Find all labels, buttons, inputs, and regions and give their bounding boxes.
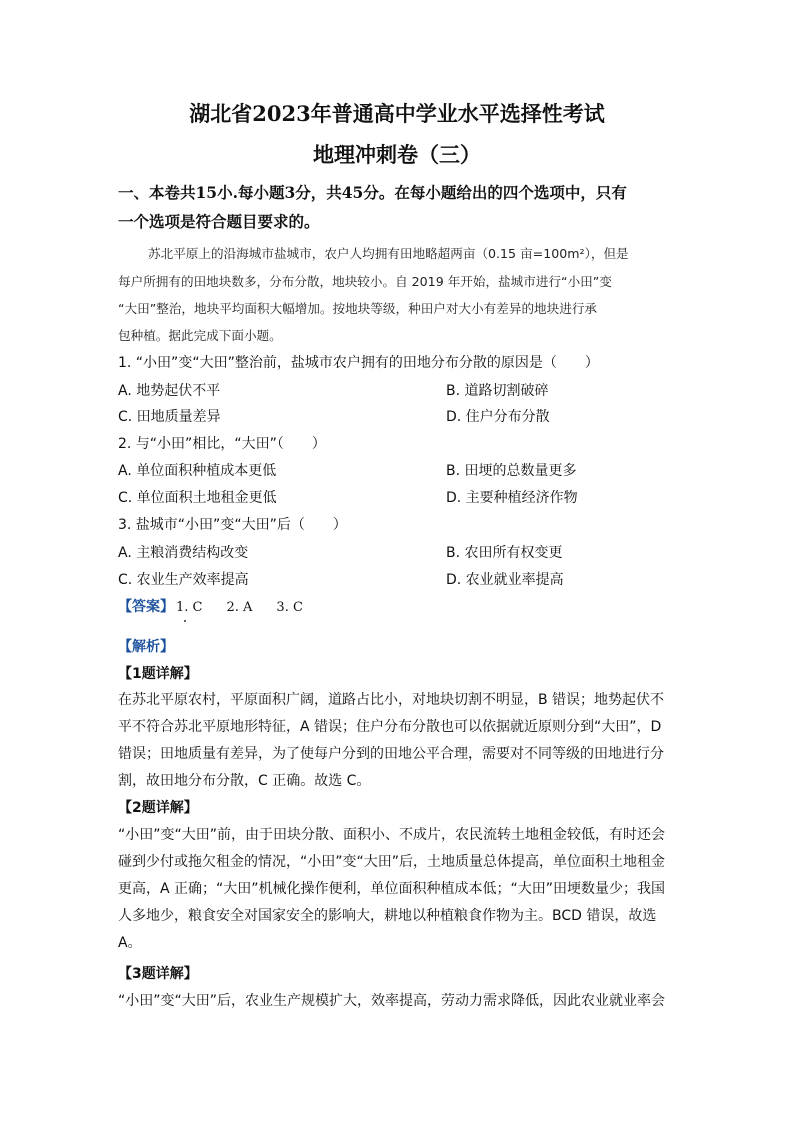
detail-2-heading: 【2题详解】 — [118, 800, 198, 816]
decorative-dot — [184, 620, 186, 622]
question-1-stem: 1. “小田”变“大田”整治前，盐城市农户拥有的田地分布分散的原因是（ ） — [118, 355, 599, 371]
question-1-option-a: A. 地势起伏不平 — [118, 383, 221, 399]
passage-line: “大田”整治，地块平均面积大幅增加。按地块等级，种田户对大小有差异的地块进行承 — [118, 301, 598, 316]
question-2-stem: 2. 与“小田”相比，“大田”（ ） — [118, 436, 326, 452]
question-3-stem: 3. 盐城市“小田”变“大田”后（ ） — [118, 517, 347, 533]
question-2-option-d: D. 主要种植经济作物 — [446, 490, 578, 506]
question-2-option-b: B. 田埂的总数量更多 — [446, 463, 577, 479]
detail-1-line: 在苏北平原农村，平原面积广阔，道路占比小，对地块切割不明显，B 错误；地势起伏不 — [118, 692, 665, 708]
detail-1-line: 割，故田地分布分散，C 正确。故选 C。 — [118, 773, 371, 789]
question-3-option-a: A. 主粮消费结构改变 — [118, 545, 249, 561]
answer-value: 1. C — [176, 600, 203, 615]
question-1-option-b: B. 道路切割破碎 — [446, 383, 549, 399]
question-3-option-c: C. 农业生产效率提高 — [118, 572, 249, 588]
question-1-option-d: D. 住户分布分散 — [446, 409, 550, 425]
page-title: 湖北省2023年普通高中学业水平选择性考试 — [189, 101, 605, 126]
detail-3-line: “小田”变“大田”后，农业生产规模扩大，效率提高，劳动力需求降低，因此农业就业率会 — [118, 993, 666, 1009]
answer-value: 2. A — [226, 600, 253, 615]
detail-1-line: 错误；田地质量有差异，为了使每户分到的田地公平合理，需要对不同等级的田地进行分 — [118, 746, 664, 762]
detail-2-line: 人多地少，粮食安全对国家安全的影响大，耕地以种植粮食作物为主。BCD 错误，故选 — [118, 908, 657, 924]
section-instructions-line1: 一、本卷共15小.每小题3分，共45分。在每小题给出的四个选项中，只有 — [118, 183, 627, 202]
answer-values — [176, 600, 327, 615]
detail-1-heading: 【1题详解】 — [118, 666, 198, 682]
answer-label: 【答案】 — [118, 599, 174, 615]
analysis-label: 【解析】 — [118, 639, 174, 655]
question-3-option-d: D. 农业就业率提高 — [446, 572, 564, 588]
answer-value: 3. C — [276, 600, 303, 615]
detail-2-line: 碰到少付或拖欠租金的情况，“小田”变“大田”后，土地质量总体提高，单位面积土地租金 — [118, 854, 666, 870]
detail-1-line: 平不符合苏北平原地形特征，A 错误；住户分布分散也可以依据就近原则分到“大田”，D — [118, 719, 662, 735]
passage-line: 苏北平原上的沿海城市盐城市，农户人均拥有田地略超两亩（0.15 亩=100m²），但是 — [148, 246, 629, 261]
page-subtitle: 地理冲刺卷（三） — [313, 142, 481, 167]
section-instructions-line2: 一个选项是符合题目要求的。 — [118, 212, 320, 231]
detail-2-line: 更高，A 正确；“大田”机械化操作便利，单位面积种植成本低；“大田”田埂数量少；我国 — [118, 881, 666, 897]
question-2-option-a: A. 单位面积种植成本更低 — [118, 463, 277, 479]
answer-line — [118, 596, 327, 616]
question-1-option-c: C. 田地质量差异 — [118, 409, 221, 425]
question-2-option-c: C. 单位面积土地租金更低 — [118, 490, 277, 506]
passage-line: 包种植。据此完成下面小题。 — [118, 328, 282, 343]
question-3-option-b: B. 农田所有权变更 — [446, 545, 563, 561]
detail-3-heading: 【3题详解】 — [118, 966, 198, 982]
detail-2-line: “小田”变“大田”前，由于田块分散、面积小、不成片，农民流转土地租金较低，有时还会 — [118, 827, 666, 843]
detail-2-line: A。 — [118, 935, 142, 951]
passage-line: 每户所拥有的田地块数多，分布分散，地块较小。自 2019 年开始，盐城市进行“小田”变 — [118, 274, 612, 289]
